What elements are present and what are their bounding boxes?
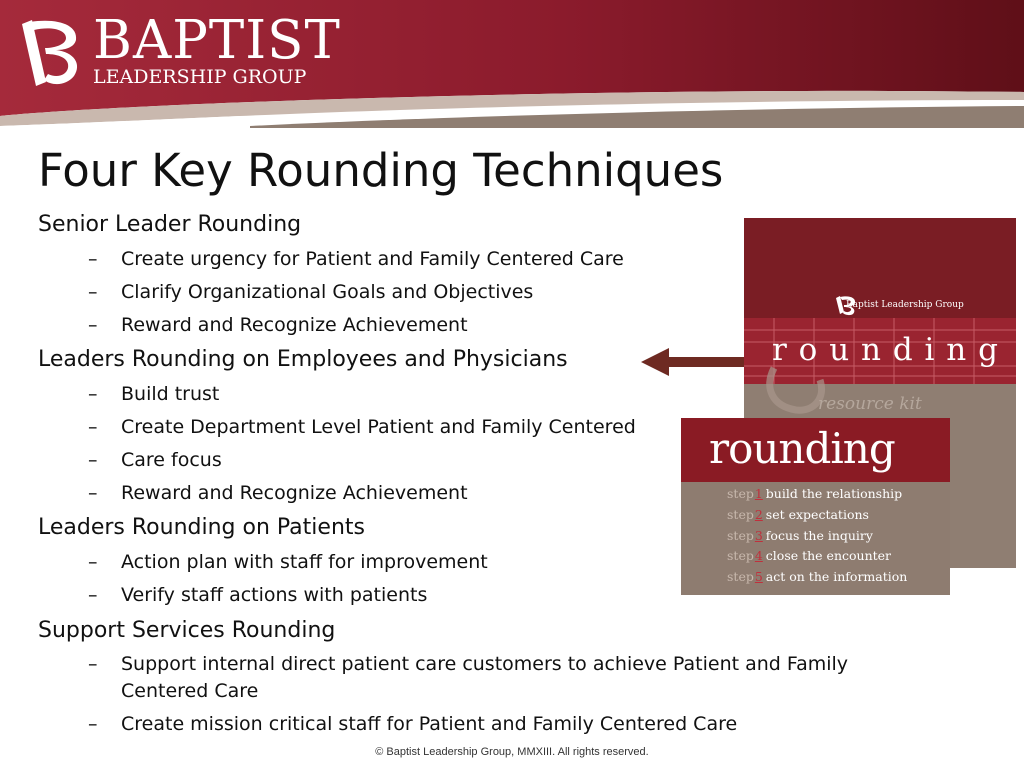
step-number: 3 xyxy=(754,527,763,543)
booklet-steps-image xyxy=(681,418,950,595)
booklet-front-title: rounding xyxy=(709,424,895,473)
step-text: close the encounter xyxy=(765,548,892,564)
bullet-text: Create Department Level Patient and Family Centered xyxy=(121,416,636,438)
step-text: act on the information xyxy=(765,569,908,585)
bullet-text: Reward and Recognize Achievement xyxy=(121,482,468,504)
step-number: 5 xyxy=(754,569,763,585)
bullet-text: Clarify Organizational Goals and Objectives xyxy=(121,281,534,303)
logo-subtitle: LEADERSHIP GROUP xyxy=(93,66,307,88)
bullet-text: Care focus xyxy=(121,449,222,471)
booklet-steps-list xyxy=(727,484,907,588)
booklet-publisher: Baptist Leadership Group xyxy=(846,300,964,310)
bullet-text: Support internal direct patient care customers to achieve Patient and Family Centered Care xyxy=(121,653,849,702)
logo-wordmark: BAPTIST xyxy=(93,10,341,71)
section-heading-support-services: Support Services Rounding xyxy=(38,618,336,643)
bullet-text: Reward and Recognize Achievement xyxy=(121,314,468,336)
booklet-step xyxy=(727,567,907,588)
copyright-footer: © Baptist Leadership Group, MMXIII. All rights reserved. xyxy=(375,746,649,758)
bullet-dash: – xyxy=(88,314,98,336)
bullet-dash: – xyxy=(88,713,98,735)
step-label: step xyxy=(727,569,754,585)
bullet-dash: – xyxy=(88,551,98,573)
step-number: 4 xyxy=(754,548,763,564)
step-number: 2 xyxy=(754,506,763,522)
bullet-dash: – xyxy=(88,281,98,303)
step-label: step xyxy=(727,486,754,501)
logo-b-icon xyxy=(16,16,86,88)
header-banner xyxy=(0,0,1024,130)
bullet-dash: – xyxy=(88,383,98,405)
arrow-left-icon xyxy=(641,346,753,378)
booklet-word: r o u n d i n g xyxy=(772,332,999,368)
booklet-step xyxy=(727,526,907,547)
bullet-dash: – xyxy=(88,449,98,471)
bullet-text: Verify staff actions with patients xyxy=(121,584,428,606)
section-heading-senior-leader: Senior Leader Rounding xyxy=(38,212,302,237)
bullet-dash: – xyxy=(88,653,98,675)
bullet-text: Action plan with staff for improvement xyxy=(121,551,488,573)
step-label: step xyxy=(727,548,754,564)
step-label: step xyxy=(727,506,754,522)
booklet-step xyxy=(727,546,907,567)
bullet-dash: – xyxy=(88,482,98,504)
bullet-dash: – xyxy=(88,416,98,438)
booklet-step xyxy=(727,484,907,505)
section-heading-employees-physicians: Leaders Rounding on Employees and Physicians xyxy=(38,347,568,372)
slide-title: Four Key Rounding Techniques xyxy=(38,144,724,197)
step-label: step xyxy=(727,527,754,543)
step-number: 1 xyxy=(754,486,763,501)
step-text: focus the inquiry xyxy=(765,527,873,543)
bullet-dash: – xyxy=(88,248,98,270)
booklet-step xyxy=(727,505,907,526)
section-heading-patients: Leaders Rounding on Patients xyxy=(38,515,365,540)
bullet-text: Build trust xyxy=(121,383,220,405)
booklet-subtitle: resource kit xyxy=(818,394,922,414)
bullet-text: Create mission critical staff for Patient and Family Centered Care xyxy=(121,713,738,735)
step-text: build the relationship xyxy=(765,486,903,501)
bullet-dash: – xyxy=(88,584,98,606)
bullet-text: Create urgency for Patient and Family Centered Care xyxy=(121,248,624,270)
step-text: set expectations xyxy=(765,506,869,522)
